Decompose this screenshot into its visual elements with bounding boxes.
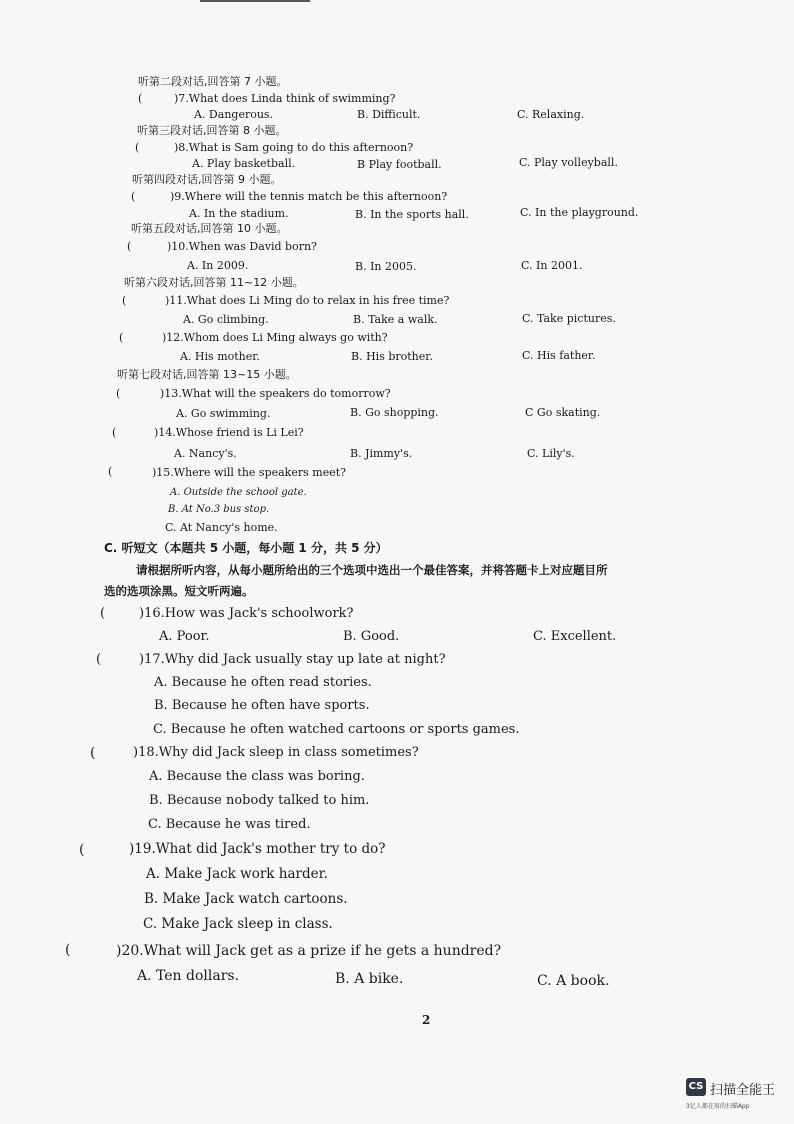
option-c: C. Make Jack sleep in class. xyxy=(143,916,333,932)
option-c: C. Because he often watched cartoons or sports games. xyxy=(153,722,520,737)
option-b: B. Jimmy's. xyxy=(350,447,413,460)
option-c: C. Because he was tired. xyxy=(148,817,311,832)
answer-paren[interactable]: ( xyxy=(96,652,102,667)
option-c: C. Relaxing. xyxy=(517,108,585,121)
option-a: A. His mother. xyxy=(180,350,260,363)
camscanner-logo-icon: CS xyxy=(686,1078,706,1096)
answer-paren[interactable]: ( xyxy=(65,942,71,958)
question-15: )15.Where will the speakers meet? xyxy=(152,466,347,479)
option-c: C. Play volleyball. xyxy=(519,156,618,169)
option-b: B. His brother. xyxy=(351,350,433,363)
option-b: B. Because nobody talked to him. xyxy=(149,793,370,808)
section-heading-6: 听第六段对话,回答第 11~12 小题。 xyxy=(124,276,304,289)
question-20: )20.What will Jack get as a prize if he gets a hundred? xyxy=(116,943,502,959)
answer-paren[interactable]: ( xyxy=(119,331,124,344)
question-18: )18.Why did Jack sleep in class sometimes? xyxy=(133,745,419,760)
answer-paren[interactable]: ( xyxy=(127,240,132,253)
question-14: )14.Whose friend is Li Lei? xyxy=(154,426,304,439)
option-b: B. Make Jack watch cartoons. xyxy=(144,891,348,907)
option-a: A. Outside the school gate. xyxy=(170,487,307,498)
option-a: A. In the stadium. xyxy=(189,207,289,220)
answer-paren[interactable]: ( xyxy=(138,92,143,105)
question-11: )11.What does Li Ming do to relax in his free time? xyxy=(165,294,450,307)
scanner-app-name: 扫描全能王 xyxy=(710,1083,776,1098)
option-a: A. Dangerous. xyxy=(194,108,274,121)
option-b: B. Go shopping. xyxy=(350,406,439,419)
option-c: C. A book. xyxy=(537,973,610,989)
question-16: )16.How was Jack's schoolwork? xyxy=(139,606,354,621)
option-c: C. In the playground. xyxy=(520,206,639,219)
answer-paren[interactable]: ( xyxy=(135,141,140,154)
answer-paren[interactable]: ( xyxy=(79,842,85,858)
option-a: A. Because the class was boring. xyxy=(149,769,365,784)
answer-paren[interactable]: ( xyxy=(131,190,136,203)
question-10: )10.When was David born? xyxy=(167,240,317,253)
option-a: A. Go swimming. xyxy=(176,407,271,420)
part-c-instruction-2: 选的选项涂黑。短文听两遍。 xyxy=(104,584,254,598)
option-b: B. In the sports hall. xyxy=(355,208,469,221)
question-8: )8.What is Sam going to do this afternoon? xyxy=(174,141,414,154)
option-a: A. Make Jack work harder. xyxy=(146,866,328,882)
option-b: B. At No.3 bus stop. xyxy=(168,504,270,515)
question-19: )19.What did Jack's mother try to do? xyxy=(129,841,386,857)
option-a: A. Because he often read stories. xyxy=(154,675,372,690)
answer-paren[interactable]: ( xyxy=(116,387,121,400)
option-b: B Play football. xyxy=(357,158,442,171)
option-c: C. Lily's. xyxy=(527,447,575,460)
option-b: B. In 2005. xyxy=(355,260,417,273)
section-heading-5: 听第五段对话,回答第 10 小题。 xyxy=(131,222,288,235)
option-c: C. His father. xyxy=(522,349,596,362)
option-a: A. Ten dollars. xyxy=(137,968,240,984)
option-c: C. In 2001. xyxy=(521,259,583,272)
option-c: C Go skating. xyxy=(525,406,601,419)
section-heading-2: 听第二段对话,回答第 7 小题。 xyxy=(138,75,288,88)
part-c-instruction-1: 请根据所听内容，从每小题所给出的三个选项中选出一个最佳答案，并将答题卡上对应题目所 xyxy=(136,563,608,577)
answer-paren[interactable]: ( xyxy=(100,606,106,621)
section-heading-7: 听第七段对话,回答第 13~15 小题。 xyxy=(117,368,297,381)
option-c: C. Excellent. xyxy=(533,629,617,644)
option-b: B. Take a walk. xyxy=(353,313,438,326)
scanner-watermark xyxy=(686,1078,786,1114)
answer-paren[interactable]: ( xyxy=(122,294,127,307)
option-a: A. Play basketball. xyxy=(192,157,296,170)
answer-paren[interactable]: ( xyxy=(90,745,96,761)
question-17: )17.Why did Jack usually stay up late at night? xyxy=(139,652,446,667)
option-b: B. Because he often have sports. xyxy=(154,698,370,713)
page-number: 2 xyxy=(422,1013,431,1027)
option-b: B. A bike. xyxy=(335,971,404,987)
question-7: )7.What does Linda think of swimming? xyxy=(174,92,396,105)
answer-paren[interactable]: ( xyxy=(108,465,113,478)
section-heading-4: 听第四段对话,回答第 9 小题。 xyxy=(132,173,282,186)
option-b: B. Difficult. xyxy=(357,108,421,121)
option-b: B. Good. xyxy=(343,629,400,644)
answer-paren[interactable]: ( xyxy=(112,426,117,439)
question-12: )12.Whom does Li Ming always go with? xyxy=(162,331,388,344)
option-c: C. Take pictures. xyxy=(522,312,616,325)
section-heading-3: 听第三段对话,回答第 8 小题。 xyxy=(137,124,287,137)
scanner-tagline: 3亿人都在用的扫描App xyxy=(686,1103,750,1110)
option-a: A. Go climbing. xyxy=(183,313,269,326)
option-a: A. In 2009. xyxy=(187,259,249,272)
part-c-heading: C. 听短文（本题共 5 小题，每小题 1 分，共 5 分） xyxy=(104,541,388,555)
question-9: )9.Where will the tennis match be this afternoon? xyxy=(170,190,448,203)
question-13: )13.What will the speakers do tomorrow? xyxy=(160,387,391,400)
option-c: C. At Nancy's home. xyxy=(165,521,278,534)
top-rule xyxy=(200,0,310,2)
option-a: A. Nancy's. xyxy=(174,447,237,460)
option-a: A. Poor. xyxy=(159,629,210,644)
